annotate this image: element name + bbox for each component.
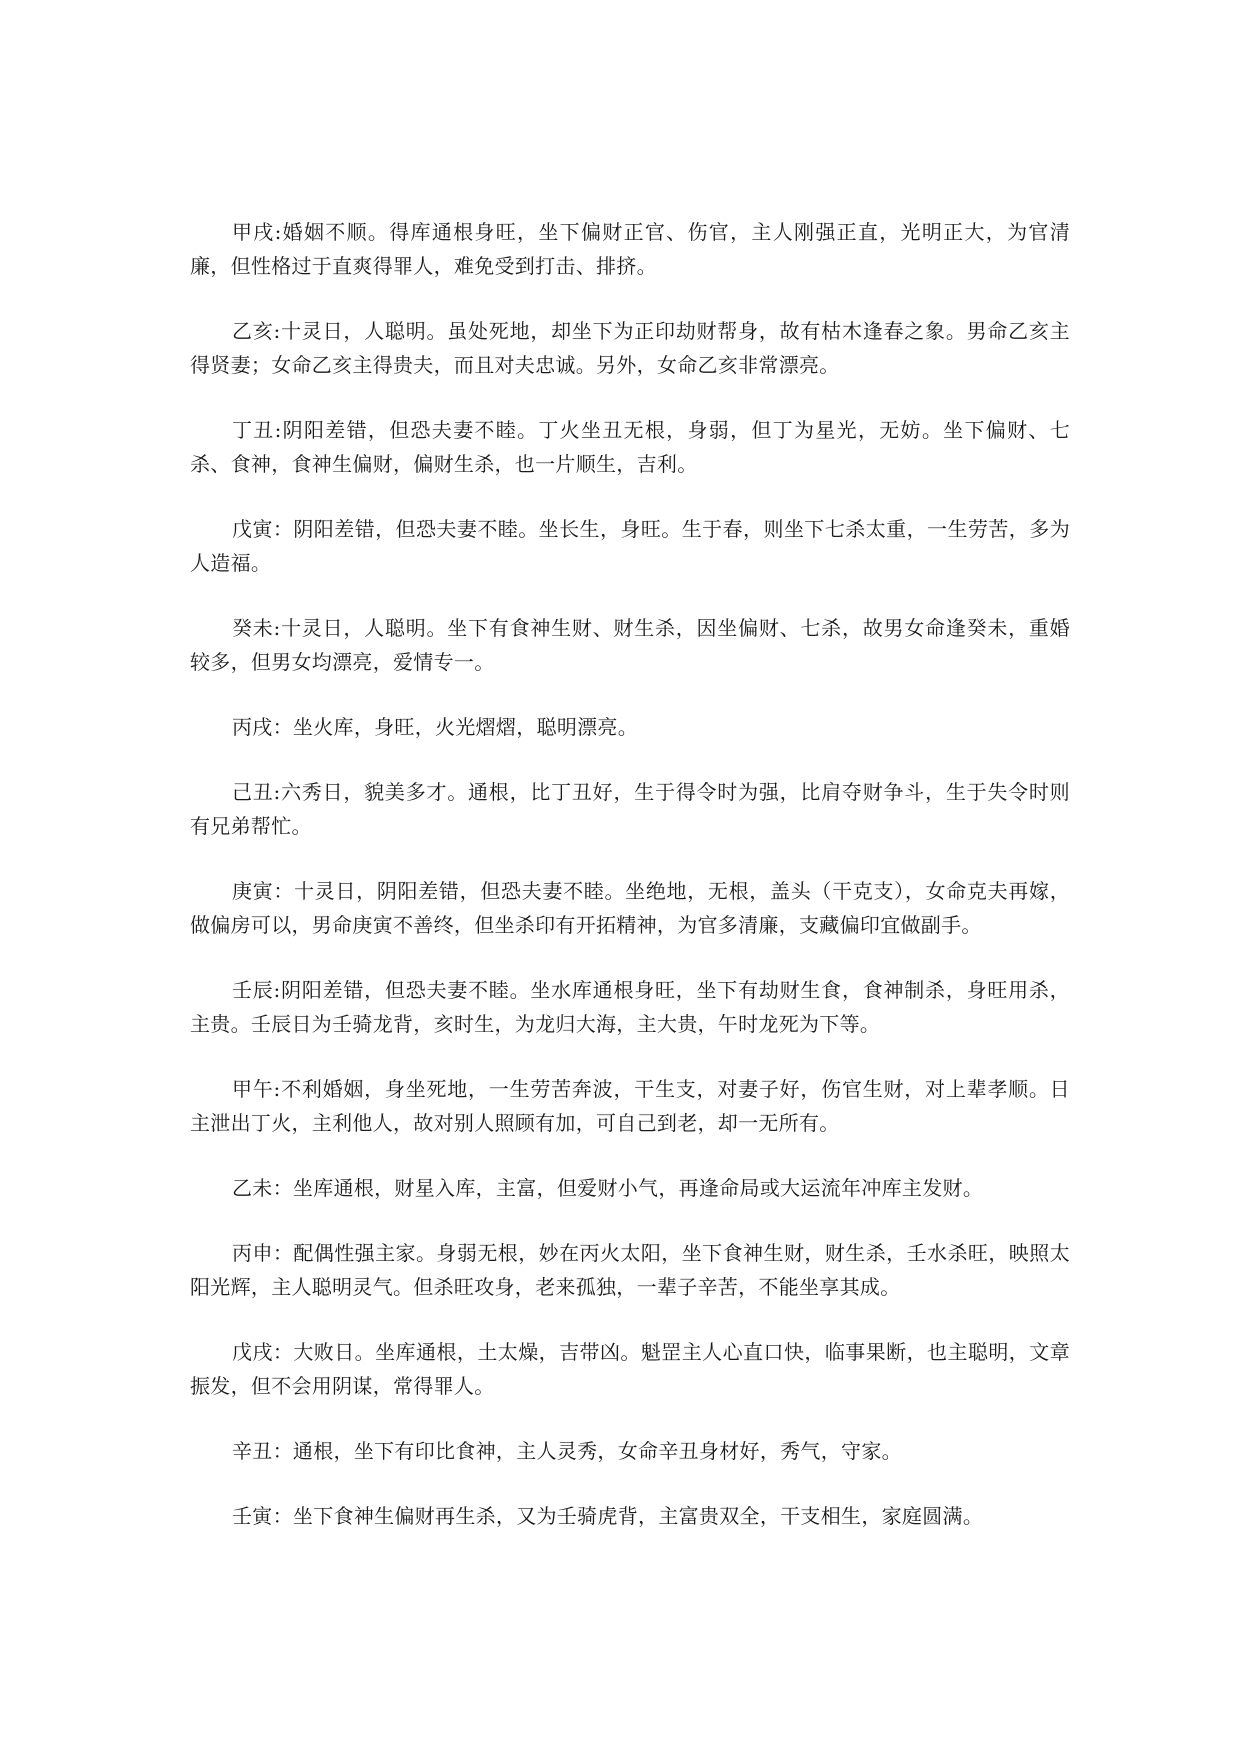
- entry-term: 壬辰: [232, 978, 274, 1002]
- entry-term: 壬寅: [232, 1504, 273, 1528]
- entry-separator: :: [273, 616, 281, 640]
- entry-text: 十灵日，人聪明。虽处死地，却坐下为正印劫财帮身，故有枯木逢春之象。男命乙亥主得贤妻；女命乙亥主得贵夫，而且对夫忠诚。另外，女命乙亥非常漂亮。: [190, 319, 1070, 377]
- entry-text: 婚姻不顺。得库通根身旺，坐下偏财正官、伤官，主人刚强正直，光明正大，为官清廉，但性格过于直爽得罪人，难免受到打击、排挤。: [190, 220, 1070, 278]
- entry-term: 戊寅: [232, 517, 273, 541]
- entry-term: 辛丑: [232, 1439, 273, 1463]
- entry-term: 戊戌: [232, 1340, 273, 1364]
- entry-jichou: [190, 775, 1070, 843]
- entry-term: 癸未: [232, 616, 274, 640]
- entry-text: 坐火库，身旺，火光熠熠，聪明漂亮。: [292, 715, 639, 739]
- entry-text: 阴阳差错，但恐夫妻不睦。坐水库通根身旺，坐下有劫财生食，食神制杀，身旺用杀，主贵。壬辰日为壬骑龙背，亥时生，为龙归大海，主大贵，午时龙死为下等。: [190, 978, 1070, 1036]
- entry-guiwei: [190, 611, 1070, 679]
- entry-xinchou: [190, 1434, 1070, 1468]
- entry-term: 甲午: [232, 1077, 274, 1101]
- entry-separator: ：: [272, 1504, 293, 1528]
- entry-term: 己丑: [232, 780, 274, 804]
- entry-term: 丙申: [232, 1241, 273, 1265]
- entry-term: 丁丑: [232, 418, 275, 442]
- entry-term: 乙未: [232, 1176, 273, 1200]
- entry-text: 大败日。坐库通根，土太燥，吉带凶。魁罡主人心直口快，临事果断，也主聪明，文章振发，但不会用阴谋，常得罪人。: [190, 1340, 1070, 1398]
- entry-separator: ：: [272, 1439, 293, 1463]
- entry-list: [190, 215, 1070, 1564]
- entry-separator: :: [274, 220, 282, 244]
- entry-separator: ：: [272, 715, 293, 739]
- entry-term: 庚寅: [232, 879, 274, 903]
- entry-renyin: [190, 1499, 1070, 1533]
- entry-text: 十灵日，阴阳差错，但恐夫妻不睦。坐绝地，无根，盖头（干克支），女命克夫再嫁，做偏房可以，男命庚寅不善终，但坐杀印有开拓精神，为官多清廉，支藏偏印宜做副手。: [190, 879, 1070, 937]
- entry-text: 不利婚姻，身坐死地，一生劳苦奔波，干生支，对妻子好，伤官生财，对上辈孝顺。日主泄出丁火，主利他人，故对别人照顾有加，可自己到老，却一无所有。: [190, 1077, 1070, 1135]
- entry-wuxu: [190, 1335, 1070, 1403]
- entry-text: 配偶性强主家。身弱无根，妙在丙火太阳，坐下食神生财，财生杀，壬水杀旺，映照太阳光辉，主人聪明灵气。但杀旺攻身，老来孤独，一辈子辛苦，不能坐享其成。: [190, 1241, 1070, 1299]
- entry-yihai: [190, 314, 1070, 382]
- entry-text: 坐库通根，财星入库，主富，但爱财小气，再逢命局或大运流年冲库主发财。: [292, 1176, 984, 1200]
- entry-separator: :: [273, 1077, 281, 1101]
- entry-dingchou: [190, 413, 1070, 481]
- entry-jiawu: [190, 1072, 1070, 1140]
- entry-term: 乙亥: [232, 319, 274, 343]
- entry-separator: ：: [272, 517, 294, 541]
- entry-separator: :: [273, 319, 281, 343]
- entry-bingshen: [190, 1236, 1070, 1304]
- entry-separator: ：: [272, 1241, 294, 1265]
- entry-separator: :: [273, 780, 281, 804]
- entry-term: 丙戌: [232, 715, 273, 739]
- entry-separator: :: [273, 978, 281, 1002]
- entry-text: 阴阳差错，但恐夫妻不睦。丁火坐丑无根，身弱，但丁为星光，无妨。坐下偏财、七杀、食神，食神生偏财，偏财生杀，也一片顺生，吉利。: [190, 418, 1070, 476]
- entry-text: 阴阳差错，但恐夫妻不睦。坐长生，身旺。生于春，则坐下七杀太重，一生劳苦，多为人造福。: [190, 517, 1070, 575]
- entry-text: 六秀日，貌美多才。通根，比丁丑好，生于得令时为强，比肩夺财争斗，生于失令时则有兄弟帮忙。: [190, 780, 1070, 838]
- entry-separator: ：: [272, 1176, 293, 1200]
- entry-renchen: [190, 973, 1070, 1041]
- entry-gengyin: [190, 874, 1070, 942]
- entry-jiaxu: [190, 215, 1070, 283]
- entry-bingxu: [190, 710, 1070, 744]
- entry-text: 坐下食神生偏财再生杀，又为壬骑虎背，主富贵双全，干支相生，家庭圆满。: [292, 1504, 984, 1528]
- entry-separator: :: [274, 418, 282, 442]
- entry-separator: ：: [272, 1340, 294, 1364]
- entry-wuyin: [190, 512, 1070, 580]
- entry-term: 甲戌: [232, 220, 275, 244]
- entry-separator: ：: [273, 879, 295, 903]
- entry-yiwei: [190, 1171, 1070, 1205]
- entry-text: 通根，坐下有印比食神，主人灵秀，女命辛丑身材好，秀气，守家。: [292, 1439, 902, 1463]
- entry-text: 十灵日，人聪明。坐下有食神生财、财生杀，因坐偏财、七杀，故男女命逢癸未，重婚较多，但男女均漂亮，爱情专一。: [190, 616, 1070, 674]
